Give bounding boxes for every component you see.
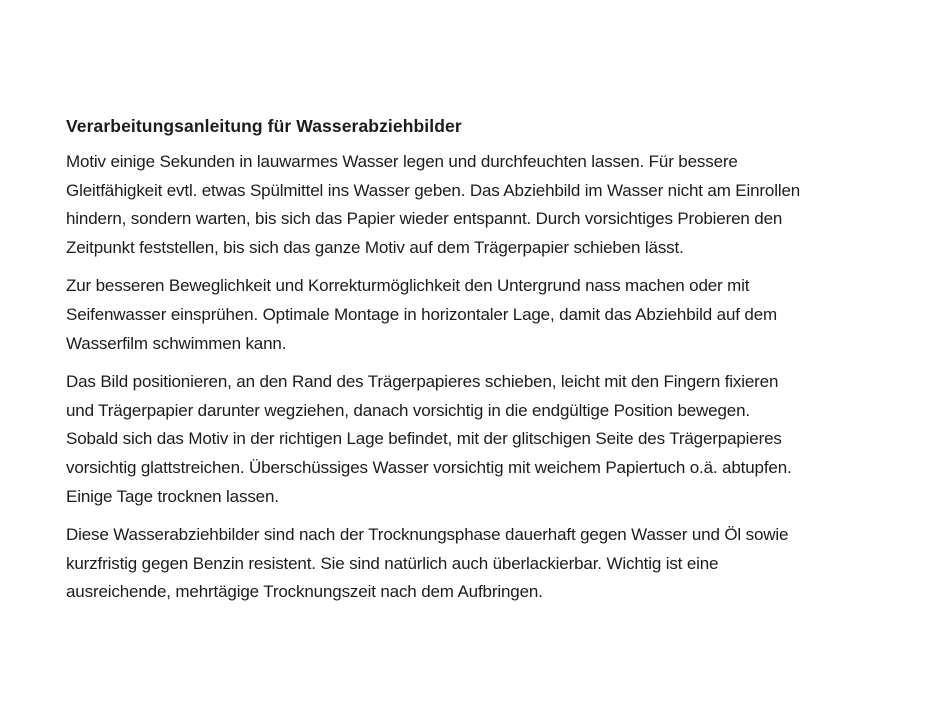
document-page xyxy=(66,112,886,617)
document-title: Verarbeitungsanleitung für Wasserabziehbilder xyxy=(66,116,462,136)
text-line: Seifenwasser einsprühen. Optimale Montage in horizontaler Lage, damit das Abziehbild auf dem xyxy=(66,304,778,324)
paragraph-durability xyxy=(66,521,886,607)
text-line: Wasserfilm schwimmen kann. xyxy=(66,333,287,353)
text-line: kurzfristig gegen Benzin resistent. Sie sind natürlich auch überlackierbar. Wichtig ist eine xyxy=(66,553,719,573)
text-line: hindern, sondern warten, bis sich das Papier wieder entspannt. Durch vorsichtiges Probieren den xyxy=(66,209,783,229)
text-line: vorsichtig glattstreichen. Überschüssiges Wasser vorsichtig mit weichem Papiertuch o.ä. abtupfen. xyxy=(66,457,792,477)
text-line: Motiv einige Sekunden in lauwarmes Wasser legen und durchfeuchten lassen. Für bessere xyxy=(66,152,738,171)
text-line: Diese Wasserabziehbilder sind nach der Trocknungsphase dauerhaft gegen Wasser und Öl sowie xyxy=(66,525,789,545)
text-line: Zur besseren Beweglichkeit und Korrekturmöglichkeit den Untergrund nass machen oder mit xyxy=(66,276,750,296)
text-line: Gleitfähigkeit evtl. etwas Spülmittel ins Wasser geben. Das Abziehbild im Wasser nicht am Einrollen xyxy=(66,180,801,200)
text-line: Zeitpunkt feststellen, bis sich das ganze Motiv auf dem Trägerpapier schieben lässt. xyxy=(66,237,684,257)
text-line: und Trägerpapier darunter wegziehen, danach vorsichtig in die endgültige Position bewegen. xyxy=(66,400,750,420)
text-line: ausreichende, mehrtägige Trocknungszeit nach dem Aufbringen. xyxy=(66,582,543,602)
paragraph-positioning xyxy=(66,368,886,511)
text-line: Das Bild positionieren, an den Rand des Trägerpapieres schieben, leicht mit den Fingern fixieren xyxy=(66,372,779,392)
text-line: Einige Tage trocknen lassen. xyxy=(66,486,279,506)
paragraph-soaking xyxy=(66,148,886,262)
text-line: Sobald sich das Motiv in der richtigen Lage befindet, mit der glitschigen Seite des Trägerpapieres xyxy=(66,429,782,449)
paragraph-surface-prep xyxy=(66,272,886,358)
